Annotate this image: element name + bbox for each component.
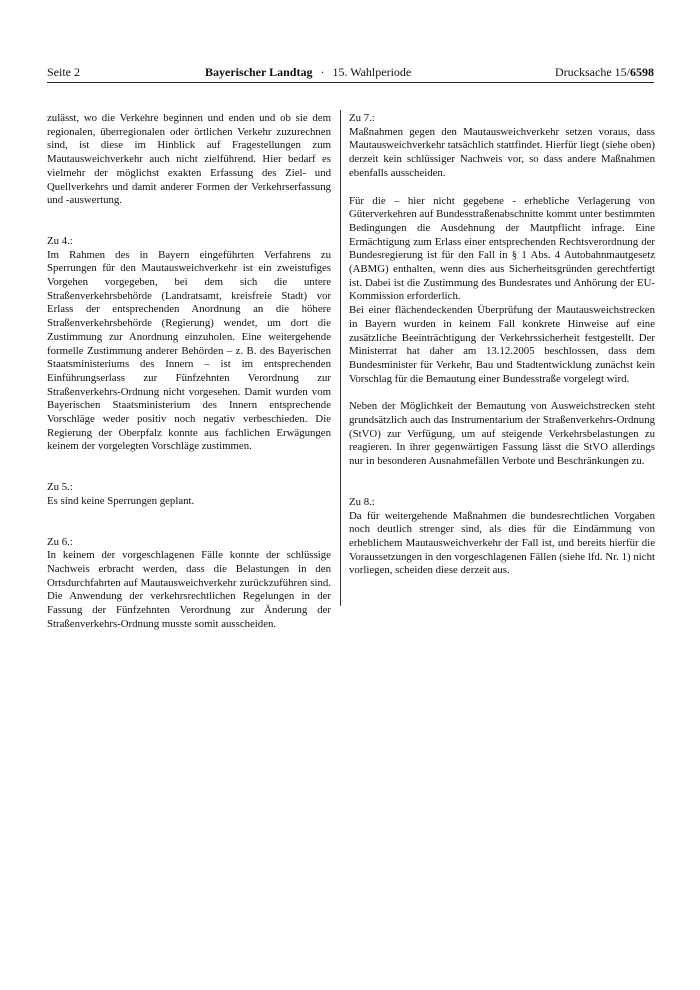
intro-paragraph: zulässt, wo die Verkehre beginnen und enden und ob sie dem regionalen, überregionalen oder örtlichen Verkehr zuzurechnen sind, ist diese im Hinblick auf Fragestellungen zum Mautausweichverkehr auch nicht zielführend. Hier bedarf es vielmehr der möglichst exakten Erfassung des Ziel- und Quellverkehrs und damit anderer Formen der Verkehrserfassung und -auswertung. [47,112,331,207]
section-text-zu-8: Da für weitergehende Maßnahmen die bundesrechtlichen Vorgaben noch deutlich strenger sind, als dies für die Eindämmung von erheblichem Mautausweichverkehr der Fall ist, und bereits hierfür die Voraussetzungen in den vorgeschlagenen Fällen (siehe lfd. Nr. 1) nicht vorliegen, scheiden diese derzeit aus. [349,509,655,577]
intro-section [47,112,331,208]
right-column [349,112,655,605]
section-text-zu-4: Im Rahmen des in Bayern eingeführten Verfahrens zu Sperrungen für den Mautausweichverkehr ist ein zweistufiges Vorgehen vorgegeben, bei dem sich die untere Straßenverkehrsbehörde (Landratsamt, kreisfreie Stadt) vor Erlass der entsprechenden Anordnung an die höhere Straßenverkehrsbehörde (Regierung) wendet, um dort die Zustimmung zur Anordnung einzuholen. Eine weitergehende formelle Zustimmung anderer Behörden – z. B. des Bayerischen Staatsministeriums des Innern – ist im entsprechenden Einführungserlass zur Fünfzehnten Verordnung zur Straßenverkehrs-Ordnung nicht vorgesehen. Damit wurden vom Bayerischen Staatsministerium des Innern entsprechende Vorschläge weder positiv noch negativ verbeschieden. Die Regierung der Oberpfalz konnte aus fachlichen Erwägungen keinem der vorgelegten Vorschläge zustimmen. [47,248,331,453]
document-label: Drucksache 15/ [555,65,630,79]
section-stvo [349,400,655,469]
section-text-zu-5: Es sind keine Sperrungen geplant. [47,494,195,507]
page-number: Seite 2 [47,65,80,79]
section-text-zu-7: Maßnahmen gegen den Mautausweichverkehr setzen voraus, dass Mautausweichverkehr tatsächlich stattfindet. Hierfür liegt (siehe oben) derzeit kein schlüssiger Nachweis vor, so dass andere Maßnahmen ebenfalls ausscheiden. [349,125,655,179]
paragraph-stvo: Neben der Möglichkeit der Bemautung von Ausweichstrecken steht grundsätzlich auch das Instrumentarium der Straßenverkehrs-Ordnung (StVO) zur Verfügung, um auf steigende Verkehrsbelastungen zu reagieren. In ihrer gegenwärtigen Fassung lässt die StVO allerdings nur in besonderen Ausnahmefällen Verbote und Beschränkungen zu. [349,400,655,468]
section-zu-7-continued [349,195,655,387]
section-heading-zu-4: Zu 4.: [47,234,73,247]
section-zu-4 [47,235,331,454]
header-rule [47,82,654,83]
parliament-name: Bayerischer Landtag [205,65,313,79]
section-heading-zu-5: Zu 5.: [47,481,73,494]
section-heading-zu-6: Zu 6.: [47,535,73,548]
section-heading-zu-8: Zu 8.: [349,495,375,508]
paragraph-review-results: Bei einer flächendeckenden Überprüfung der Mautausweichstrecken in Bayern wurden in keinem Fall konkrete Hinweise auf eine zusätzliche Beeinträchtigung der Verkehrssicherheit festgestellt. Der Ministerrat hat daher am 13.12.2005 beschlossen, dass dem Bundesminister für Verkehr, Bau und Stadtentwicklung zunächst kein Vorschlag für die Bemautung einer Bundesstraße vorgelegt wird. [349,304,655,385]
section-heading-zu-7: Zu 7.: [349,112,375,124]
section-zu-8 [349,496,655,578]
paragraph-toll-extension: Für die – hier nicht gegebene - erhebliche Verlagerung von Güterverkehren auf Bundesstraßenabschnitte kommt unter bestimmten Bedingungen die Ausdehnung der Mautpflicht infrage. Eine Ermächtigung zum Erlass einer entsprechenden Rechtsverordnung der Bundesregierung ist für den Fall in § 1 Abs. 4 Autobahnmautgesetz (ABMG) enthalten, wenn dies aus Sicherheitsgründen gerechtfertigt ist. Dabei ist die Zustimmung des Bundesrates und Anhörung der EU-Kommission erforderlich. [349,194,655,303]
section-zu-6 [47,536,331,632]
page-header [47,64,654,80]
section-zu-5 [47,481,331,508]
left-column [47,112,331,659]
header-center [205,64,411,80]
column-divider [340,110,341,606]
section-zu-7 [349,112,655,181]
section-text-zu-6: In keinem der vorgeschlagenen Fälle konnte der schlüssige Nachweis erbracht werden, dass die Belastungen in den Ortsdurchfahrten auf Mautausweichverkehr zurückzuführen sind. Die Anwendung der verkehrsrechtlichen Regelungen in der Fassung der Fünfzehnten Verordnung zur Änderung der Straßenverkehrs-Ordnung musste somit ausscheiden. [47,549,331,630]
document-number-value: 6598 [630,65,654,79]
document-number [555,64,654,80]
header-separator: · [320,65,325,79]
legislative-period: 15. Wahlperiode [332,65,412,79]
